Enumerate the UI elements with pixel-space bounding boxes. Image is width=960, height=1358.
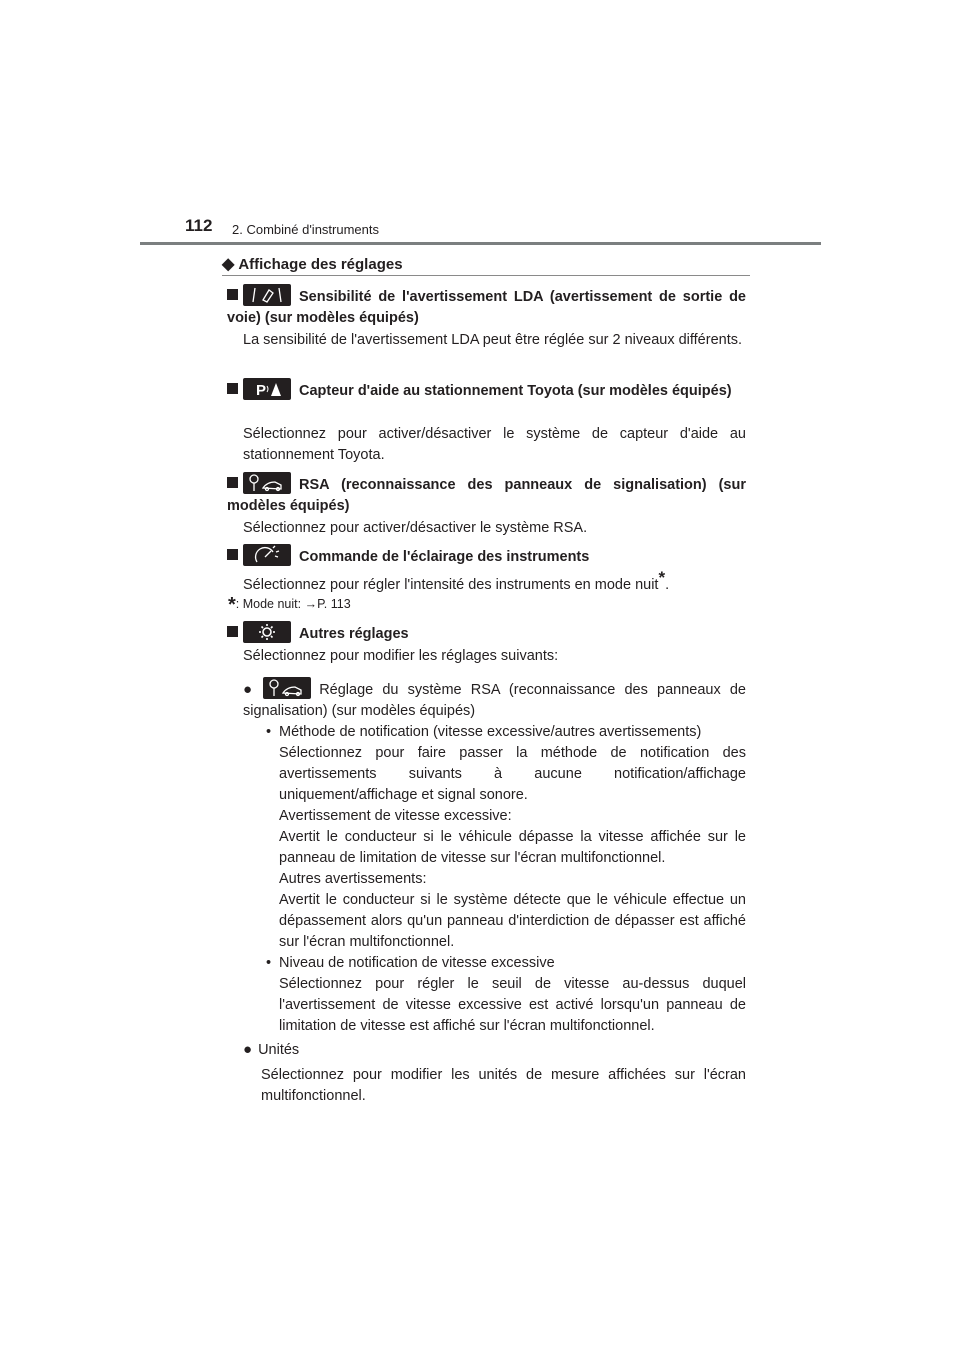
footnote (228, 594, 351, 617)
other-warnings-body: Avertit le conducteur si le système détecte que le véhicule effectue un dépassement alors qu'un panneau d'interdiction de dépasser est affiché sur l'écran multifonctionnel. (279, 892, 746, 950)
square-bullet-icon (227, 549, 238, 560)
parking-heading (227, 378, 746, 402)
other-settings-body: Sélectionnez pour modifier les réglages suivants: (243, 648, 559, 664)
other-warnings-label: Autres avertissements: (279, 871, 427, 887)
settings-gear-icon (243, 621, 291, 643)
road-sign-icon (263, 677, 311, 699)
illumination-heading (227, 544, 746, 568)
circle-bullet-icon: ● (243, 681, 258, 698)
section-rule (222, 275, 750, 276)
square-bullet-icon (227, 383, 238, 394)
overspeed-body: Avertit le conducteur si le véhicule dépasse la vitesse affichée sur le panneau de limitation de vitesse sur l'écran multifonctionnel. (279, 829, 746, 866)
lda-heading (227, 284, 746, 329)
other-settings-title: Autres réglages (299, 626, 409, 642)
rsa-title: RSA (reconnaissance des panneaux de signalisation) (sur modèles équipés) (227, 477, 746, 514)
svg-text:P: P (256, 382, 267, 399)
units-title: Unités (258, 1042, 300, 1058)
square-bullet-icon (227, 626, 238, 637)
section-heading (222, 254, 750, 274)
chapter-title: 2. Combiné d'instruments (232, 222, 379, 237)
parking-sensor-icon (243, 378, 291, 400)
illumination-body (243, 567, 746, 596)
circle-bullet-icon: ● (243, 1041, 253, 1058)
units-item (243, 1039, 746, 1061)
illumination-icon (243, 544, 291, 566)
rsa-body: Sélectionnez pour activer/désactiver le système RSA. (243, 520, 588, 536)
dash-bullet: • (266, 724, 272, 740)
notification-method-body: Sélectionnez pour faire passer la méthode de notification des avertissements suivants à aucune notification/affichage uniquement/affichage et signal sonore. (279, 745, 746, 803)
section-title: Affichage des réglages (238, 256, 403, 273)
page-number: 112 (185, 216, 213, 235)
illumination-title: Commande de l'éclairage des instruments (299, 549, 590, 565)
footnote-star: * (228, 594, 236, 616)
overspeed-level-title: Niveau de notification de vitesse excessive (279, 955, 555, 971)
diamond-icon: ◆ (222, 256, 235, 273)
other-settings-heading (227, 621, 746, 645)
road-sign-icon (243, 472, 291, 494)
rsa-settings-title: Réglage du système RSA (reconnaissance des panneaux de signalisation) (sur modèles équipés) (243, 682, 746, 719)
square-bullet-icon (227, 477, 238, 488)
overspeed-label: Avertissement de vitesse excessive: (279, 808, 512, 824)
square-bullet-icon (227, 289, 238, 300)
lane-departure-icon (243, 284, 291, 306)
parking-title: Capteur d'aide au stationnement Toyota (sur modèles équipés) (299, 383, 732, 399)
notification-method-title: Méthode de notification (vitesse excessive/autres avertissements) (279, 724, 702, 740)
footnote-marker: * (658, 568, 666, 587)
rsa-heading (227, 472, 746, 517)
rsa-settings-item (243, 677, 746, 722)
illumination-body-text: Sélectionnez pour régler l'intensité des instruments en mode nuit (243, 576, 659, 593)
dash-bullet: • (266, 955, 272, 971)
parking-body: Sélectionnez pour activer/désactiver le système de capteur d'aide au stationnement Toyota. (243, 426, 746, 463)
lda-body: La sensibilité de l'avertissement LDA peut être réglée sur 2 niveaux différents. (243, 332, 743, 348)
overspeed-level-body: Sélectionnez pour régler le seuil de vitesse au-dessus duquel l'avertissement de vitesse excessive est activé lorsqu'un panneau de limitation de vitesse est affiché sur l'écran multifonctionnel. (279, 976, 746, 1034)
header-rule (140, 242, 821, 245)
lda-title: Sensibilité de l'avertissement LDA (avertissement de sortie de voie) (sur modèles équipés) (227, 289, 746, 326)
footnote-text: : Mode nuit: →P. 113 (235, 597, 351, 611)
units-body: Sélectionnez pour modifier les unités de mesure affichées sur l'écran multifonctionnel. (261, 1067, 746, 1104)
illumination-period: . (665, 576, 670, 593)
